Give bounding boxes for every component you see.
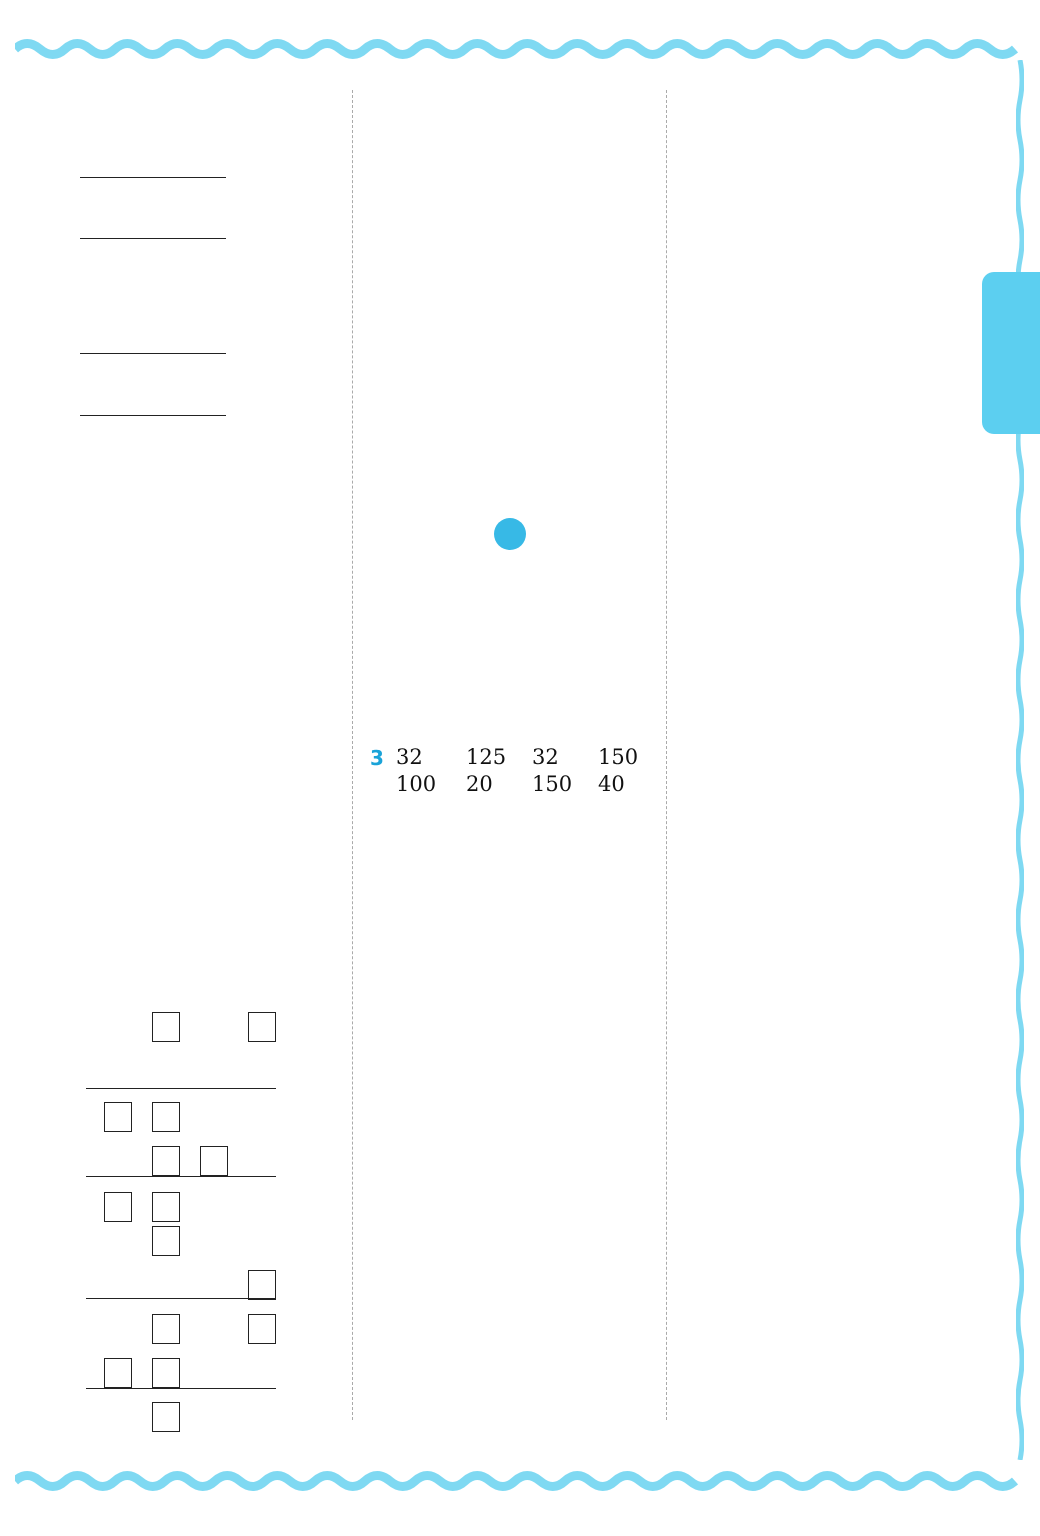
calc-line xyxy=(80,353,226,354)
answer-box xyxy=(152,1314,180,1344)
calc-line xyxy=(80,177,226,178)
question-number: 3 xyxy=(370,746,384,770)
answer-value: 32 xyxy=(532,745,559,769)
top-wave-border xyxy=(15,36,1025,62)
answer-box xyxy=(152,1012,180,1042)
bottom-wave-border xyxy=(15,1468,1025,1494)
answer-value: 40 xyxy=(598,771,625,796)
answer-box xyxy=(152,1358,180,1388)
answer-box xyxy=(248,1012,276,1042)
footer xyxy=(596,1438,647,1462)
answer-value: 150 xyxy=(532,771,573,796)
calc-line xyxy=(80,238,226,239)
answer-box xyxy=(152,1146,180,1176)
calc-line xyxy=(86,1298,276,1299)
column-divider xyxy=(352,90,353,1420)
answer-box xyxy=(152,1402,180,1432)
answer-box xyxy=(152,1192,180,1222)
answer-value: 32 xyxy=(396,745,423,769)
week-number-badge xyxy=(494,518,526,550)
answer-box xyxy=(152,1102,180,1132)
calc-line xyxy=(86,1176,276,1177)
answer-box xyxy=(248,1314,276,1344)
calc-line xyxy=(86,1388,276,1389)
answer-box xyxy=(104,1102,132,1132)
calc-line xyxy=(86,1088,276,1089)
answer-box xyxy=(104,1358,132,1388)
answer-value: 125 xyxy=(466,745,507,769)
right-wave-border xyxy=(1016,60,1024,1460)
answer-box xyxy=(248,1270,276,1300)
answer-value: 20 xyxy=(466,771,493,796)
answer-box xyxy=(200,1146,228,1176)
calc-line xyxy=(80,415,226,416)
answer-box xyxy=(152,1226,180,1256)
answer-box xyxy=(104,1192,132,1222)
answer-value: 100 xyxy=(396,771,437,796)
answer-key-tab xyxy=(982,272,1040,434)
column-divider xyxy=(666,90,667,1420)
answer-value: 150 xyxy=(598,745,639,769)
